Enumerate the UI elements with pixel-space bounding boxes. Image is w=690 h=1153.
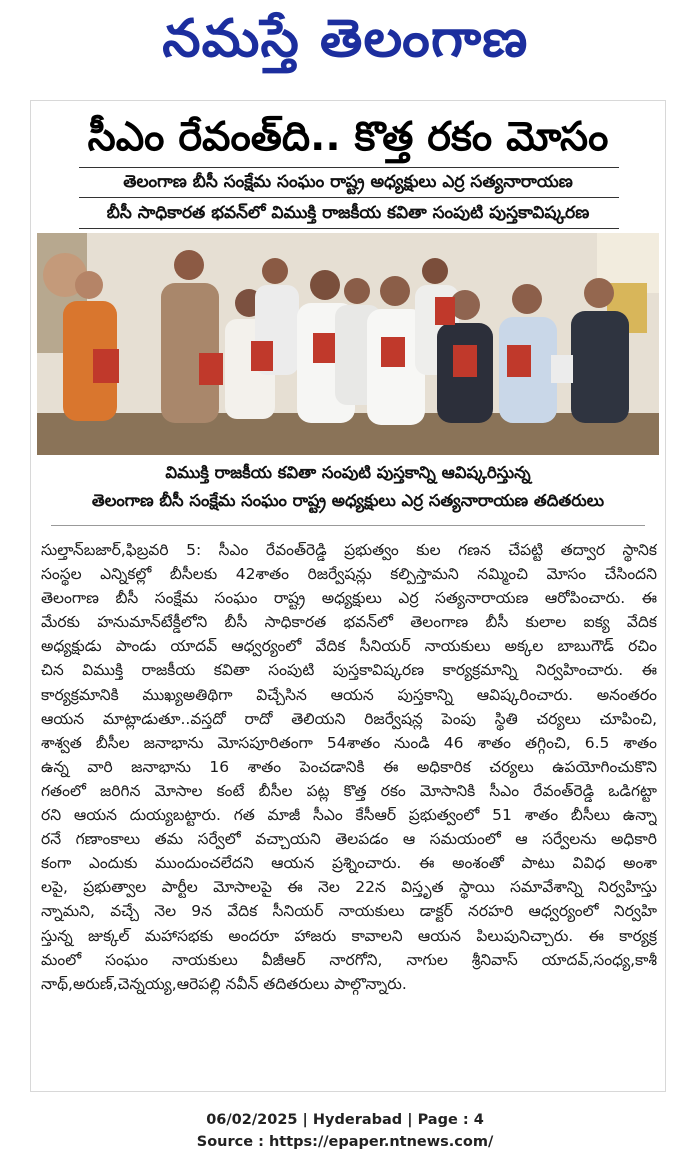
footer-date-edition: 06/02/2025 | Hyderabad | Page : 4 [206,1112,484,1128]
masthead [0,4,690,76]
news-clipping [30,100,666,1092]
footer-source: Source : https://epaper.ntnews.com/ [196,1134,494,1150]
article-body-line: రని ఆయన దుయ్యబట్టారు. గత మాజీ సీఎం కేసీఆర్ ప్రభుత్వంలో 51 శాతం బీసీలు ఉన్నా [41,806,657,825]
article-body [41,538,657,996]
article-body-line: శాశ్వత బీసీల జనాభాను మోసపూరితంగా 54శాతం నుండి 46 శాతం తగ్గించి, 6.5 శాతం [41,733,657,752]
article-body-line: గతంలో జరిగిన మోసాల కంటే బీసీల పట్ల కొత్త రకం మోసానికి సీఎం రేవంత్‌రెడ్డి ఒడిగట్టా [41,781,657,800]
article-body-line: రనే గణాంకాలు తమ సర్వేలో వచ్చాయని తెలపడం ఆ సమయంలో ఆ సర్వేలను అధికారి [41,830,657,849]
masthead-logo: నమస్తే తెలంగాణ [161,9,529,69]
article-body-line: ఉన్న వారి జనాభాను 16 శాతం పెంచడానికి ఈ అధికారిక చర్యలు ఉపయోగించుకొని [41,757,657,776]
group-photo [37,233,659,455]
article-subhead-2: బీసీ సాధికారత భవన్‌లో విముక్తి రాజకీయ కవితా సంపుటి పుస్తకావిష్కరణ [106,203,590,223]
divider [51,525,645,526]
divider [79,167,619,168]
article-headline: సీఎం రేవంత్‌ది.. కొత్త రకం మోసం [87,114,609,160]
article-subhead-1: తెలంగాణ బీసీ సంక్షేమ సంఘం రాష్ట్ర అధ్యక్షులు ఎర్ర సత్యనారాయణ [123,172,573,192]
article-body-line: తెలంగాణ బీసీ సంక్షేమ సంఘం రాష్ట్ర అధ్యక్షులు ఎర్ర సత్యనారాయణ ఆరోపించారు. ఈ [41,589,657,608]
photo-caption-line-2: తెలంగాణ బీసీ సంక్షేమ సంఘం రాష్ట్ర అధ్యక్షులు ఎర్ర సత్యనారాయణ తదితరులు [91,491,605,510]
article-body-line: సుల్తాన్‌బజార్,ఫిబ్రవరి 5: సీఎం రేవంత్‌రెడ్డి ప్రభుత్వం కుల గణన చేపట్టి తద్వార స్థానిక [41,541,657,559]
article-body-line: ఆయన మాట్లాడుతూ..వస్తదో రాదో తెలియని రిజర్వేషన్ల పెంపు స్థితి చర్యలు చూపించి, [41,709,657,728]
article-body-line: కంగా ఎందుకు ముందుంచలేదని ఆయన ప్రశ్నించారు. ఈ అంశంతో పాటు వివిధ అంశా [41,854,657,873]
article-body-line: మేరకు హనుమాన్‌టేక్డీలోని బీసీ సాధికారత భవన్‌లో తెలంగాణ బీసీ కులాల ఐక్య వేదిక [41,613,657,632]
group-photo-icon [37,233,659,455]
article-body-line: చిన విముక్తి రాజకీయ కవితా సంపుటి పుస్తకావిష్కరణ కార్యక్రమాన్ని నిర్వహించారు. ఈ [41,661,657,680]
article-body-line: సంస్థల ఎన్నికల్లో బీసీలకు 42శాతం రిజర్వేషన్లు కల్పిస్తామని నమ్మించి మోసం చేసిందని [41,565,657,584]
article-body-line: కార్యక్రమానికి ముఖ్యఅతిథిగా విచ్చేసిన ఆయన పుస్తకాన్ని ఆవిష్కరించారు. అనంతరం [41,685,657,704]
divider [79,197,619,198]
photo-caption-line-1: విముక్తి రాజకీయ కవితా సంపుటి పుస్తకాన్ని ఆవిష్కరిస్తున్న [165,463,531,482]
article-body-line: న్నామని, వచ్చే నెల 9న వేదిక సీనియర్ నాయకులు డాక్టర్ నరహరి ఆధ్వర్యంలో నిర్వహి [41,902,657,921]
article-body-line: మంలో సంఘం నాయకులు వీజీఆర్ నారగోని, నాగుల శ్రీనివాస్ యాదవ్,సంధ్య,కాశీ [41,950,657,969]
article-body-line: అధ్యక్షుడు పాండు యాదవ్ ఆధ్వర్యంలో వేదిక సీనియర్ నాయకులు అక్కల బాబుగౌడ్ రచిం [41,637,657,656]
article-body-line: నాథ్,అరుణ్,చెన్నయ్య,ఆరెపల్లి నవీన్ తదితరులు పాల్గొన్నారు. [41,974,407,993]
article-body-line: లపై, ప్రభుత్వాల పార్టీల మోసాలపై ఈ నెల 22న విస్తృత స్థాయి సమావేశాన్ని నిర్వహిస్తు [41,878,657,897]
article-body-line: స్తున్న జుక్కల్ మహాసభకు అందరూ హాజరు కావాలని ఆయన పిలుపునిచ్చారు. ఈ కార్యక్ర [41,926,657,945]
divider [79,228,619,229]
